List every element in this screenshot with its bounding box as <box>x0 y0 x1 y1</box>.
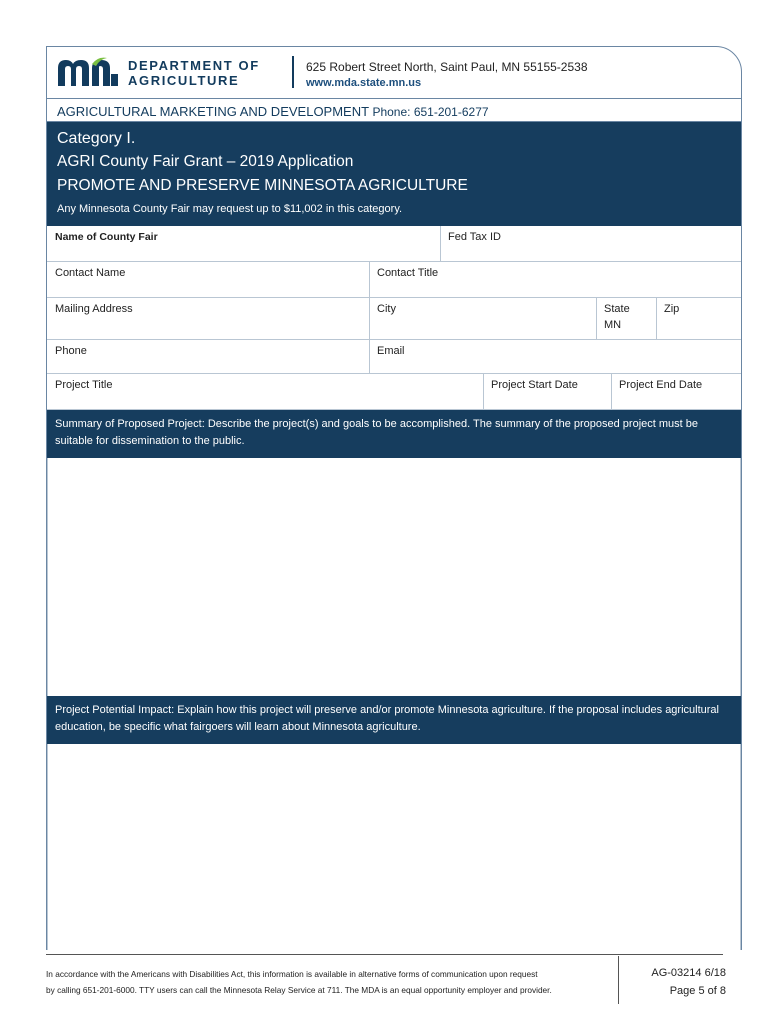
impact-header: Project Potential Impact: Explain how this project will preserve and/or promote Minnesota agriculture. If the proposal includes agricultural education, be specific what fairgoers will learn about Minnesota agriculture. <box>47 696 741 744</box>
city-label: City <box>377 303 396 315</box>
zip-field[interactable] <box>656 298 741 340</box>
email-label: Email <box>377 345 405 357</box>
project-end-label: Project End Date <box>619 379 703 391</box>
project-title-field[interactable] <box>47 374 483 410</box>
application-title: AGRI County Fair Grant – 2019 Application <box>57 153 354 170</box>
county-fair-label: Name of County Fair <box>55 231 158 243</box>
mailing-address-label: Mailing Address <box>55 303 133 315</box>
ada-notice <box>46 966 612 998</box>
summary-header: Summary of Proposed Project: Describe the project(s) and goals to be accomplished. The summary of the proposed project must be suitable for dissemination to the public. <box>47 410 741 458</box>
website-link[interactable]: www.mda.state.mn.us <box>306 77 422 89</box>
division-bar <box>47 98 741 122</box>
fed-tax-label: Fed Tax ID <box>448 231 501 243</box>
application-subtitle: PROMOTE AND PRESERVE MINNESOTA AGRICULTURE <box>57 177 468 194</box>
fed-tax-field[interactable] <box>440 226 741 262</box>
zip-label: Zip <box>664 303 680 315</box>
state-field[interactable] <box>596 298 656 340</box>
footer-rule <box>46 954 723 955</box>
address-block <box>306 59 588 91</box>
county-fair-field[interactable] <box>47 226 440 262</box>
mn-logo-icon <box>58 56 124 90</box>
department-name <box>128 58 260 88</box>
contact-name-label: Contact Name <box>55 267 126 279</box>
project-title-label: Project Title <box>55 379 113 391</box>
contact-title-field[interactable] <box>369 262 741 298</box>
contact-name-field[interactable] <box>47 262 369 298</box>
project-start-label: Project Start Date <box>491 379 578 391</box>
city-field[interactable] <box>369 298 596 340</box>
dept-line1: DEPARTMENT OF <box>128 58 260 73</box>
mailing-address-field[interactable] <box>47 298 369 340</box>
category-label: Category I. <box>57 130 136 147</box>
division-name: AGRICULTURAL MARKETING AND DEVELOPMENT <box>57 104 369 119</box>
project-end-field[interactable] <box>611 374 741 410</box>
state-label: State <box>604 303 630 315</box>
title-banner <box>47 122 741 226</box>
page-number: Page 5 of 8 <box>669 985 726 997</box>
division-phone: Phone: 651-201-6277 <box>372 105 489 119</box>
street-address: 625 Robert Street North, Saint Paul, MN 55155-2538 <box>306 60 588 74</box>
header-divider <box>292 56 294 88</box>
form-info <box>636 964 726 1000</box>
form-number: AG-03214 6/18 <box>651 967 726 979</box>
phone-label: Phone <box>55 345 87 357</box>
footer-divider <box>618 956 619 1004</box>
request-note: Any Minnesota County Fair may request up to $11,002 in this category. <box>57 203 403 215</box>
dept-line2: AGRICULTURE <box>128 73 240 88</box>
email-field[interactable] <box>369 340 741 374</box>
phone-field[interactable] <box>47 340 369 374</box>
state-value: MN <box>604 319 622 331</box>
project-start-field[interactable] <box>483 374 611 410</box>
impact-textarea[interactable] <box>47 744 741 950</box>
summary-textarea[interactable] <box>47 458 741 696</box>
ada-line2: by calling 651-201-6000. TTY users can call the Minnesota Relay Service at 711. The MDA is an equal opportunity employer and provider. <box>46 985 552 995</box>
ada-line1: In accordance with the Americans with Disabilities Act, this information is available in alternative forms of communication upon request <box>46 969 538 979</box>
contact-title-label: Contact Title <box>377 267 439 279</box>
